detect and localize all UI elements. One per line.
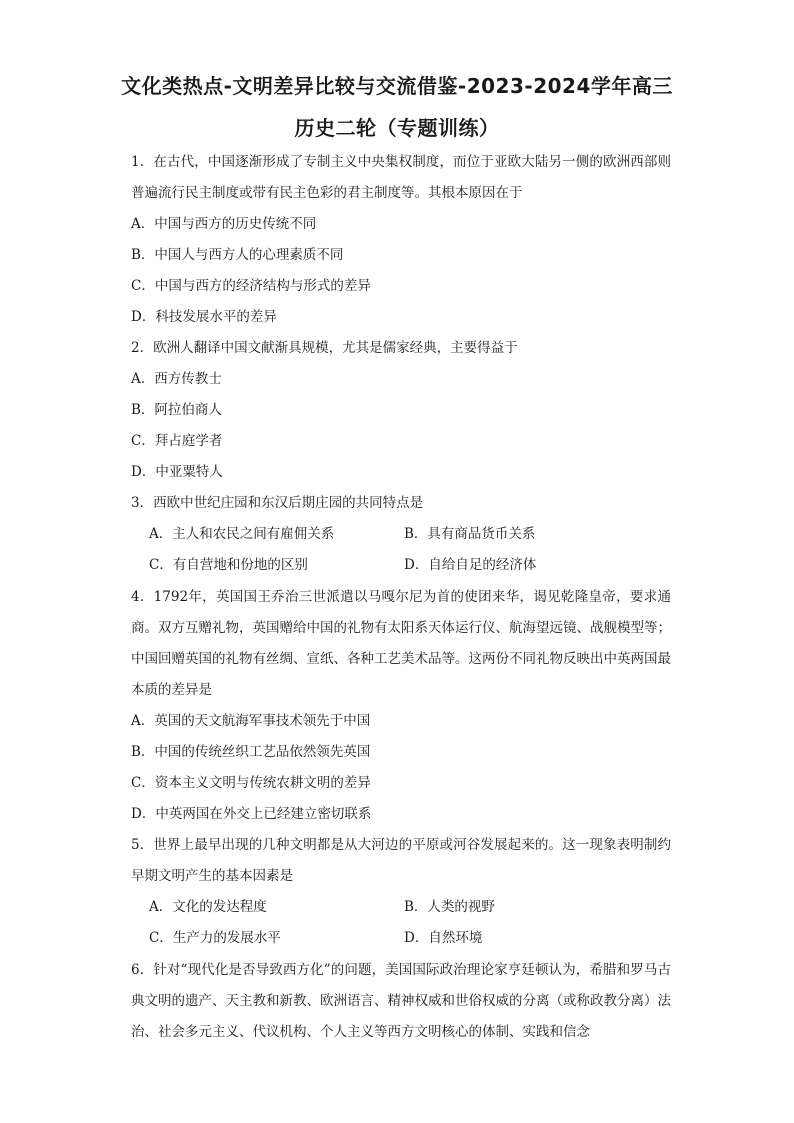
question-stem: 2．欧洲人翻译中国文献渐具规模，尤其是儒家经典，主要得益于 (131, 340, 518, 356)
option-b: B．阿拉伯商人 (131, 402, 222, 418)
option-d: D．科技发展水平的差异 (131, 309, 277, 325)
option-a: A．中国与西方的历史传统不同 (131, 216, 317, 232)
question-stem: 3．西欧中世纪庄园和东汉后期庄园的共同特点是 (131, 495, 424, 511)
question-5 (131, 830, 671, 954)
question-3 (131, 488, 671, 581)
option-a: A．英国的天文航海军事技术领先于中国 (131, 713, 371, 729)
question-stem: 4．1792年，英国国王乔治三世派遣以马嘎尔尼为首的使团来华，谒见乾隆皇帝，要求通商。双方互赠礼物，英国赠给中国的礼物有太阳系天体运行仪、航海望远镜、战舰模型等；中国回赠英国的礼物有丝绸、宣纸、各种工艺美术品等。这两份不同礼物反映出中英两国最本质的差异是 (131, 589, 671, 698)
option-b: B．具有商品货币关系 (404, 526, 536, 542)
option-a: A．文化的发达程度 (149, 899, 267, 915)
option-c: C．中国与西方的经济结构与形式的差异 (131, 278, 371, 294)
option-c: C．生产力的发展水平 (149, 930, 281, 946)
question-4 (131, 582, 671, 830)
option-c: C．拜占庭学者 (131, 433, 223, 449)
question-stem: 5．世界上最早出现的几种文明都是从大河边的平原或河谷发展起来的。这一现象表明制约早期文明产生的基本因素是 (131, 837, 671, 884)
option-b: B．中国的传统丝织工艺品依然领先英国 (131, 744, 371, 760)
option-d: D．自给自足的经济体 (404, 557, 537, 573)
option-d: D．中英两国在外交上已经建立密切联系 (131, 806, 372, 822)
document-title-line-1: 文化类热点-文明差异比较与交流借鉴-2023-2024学年高三 (121, 74, 673, 98)
option-c: C．资本主义文明与传统农耕文明的差异 (131, 775, 371, 791)
option-a: A．西方传教士 (131, 371, 222, 387)
option-b: B．人类的视野 (404, 899, 495, 915)
question-1 (131, 147, 671, 333)
option-d: D．自然环境 (404, 930, 483, 946)
question-stem: 6．针对“现代化是否导致西方化”的问题，美国国际政治理论家亨廷顿认为，希腊和罗马古典文明的遗产、天主教和新教、欧洲语言、精神权威和世俗权威的分离（或称政教分离）法治、社会多元主义、代议机构、个人主义等西方文明核心的体制、实践和信念 (131, 962, 671, 1040)
question-stem: 1．在古代，中国逐渐形成了专制主义中央集权制度，而位于亚欧大陆另一侧的欧洲西部则普遍流行民主制度或带有民主色彩的君主制度等。其根本原因在于 (131, 154, 671, 201)
option-d: D．中亚粟特人 (131, 464, 223, 480)
option-a: A．主人和农民之间有雇佣关系 (149, 526, 335, 542)
question-2 (131, 333, 671, 488)
option-c: C．有自营地和份地的区别 (149, 557, 308, 573)
document-title-line-2: 历史二轮（专题训练） (294, 116, 500, 140)
question-6 (131, 955, 671, 1048)
option-b: B．中国人与西方人的心理素质不同 (131, 247, 344, 263)
